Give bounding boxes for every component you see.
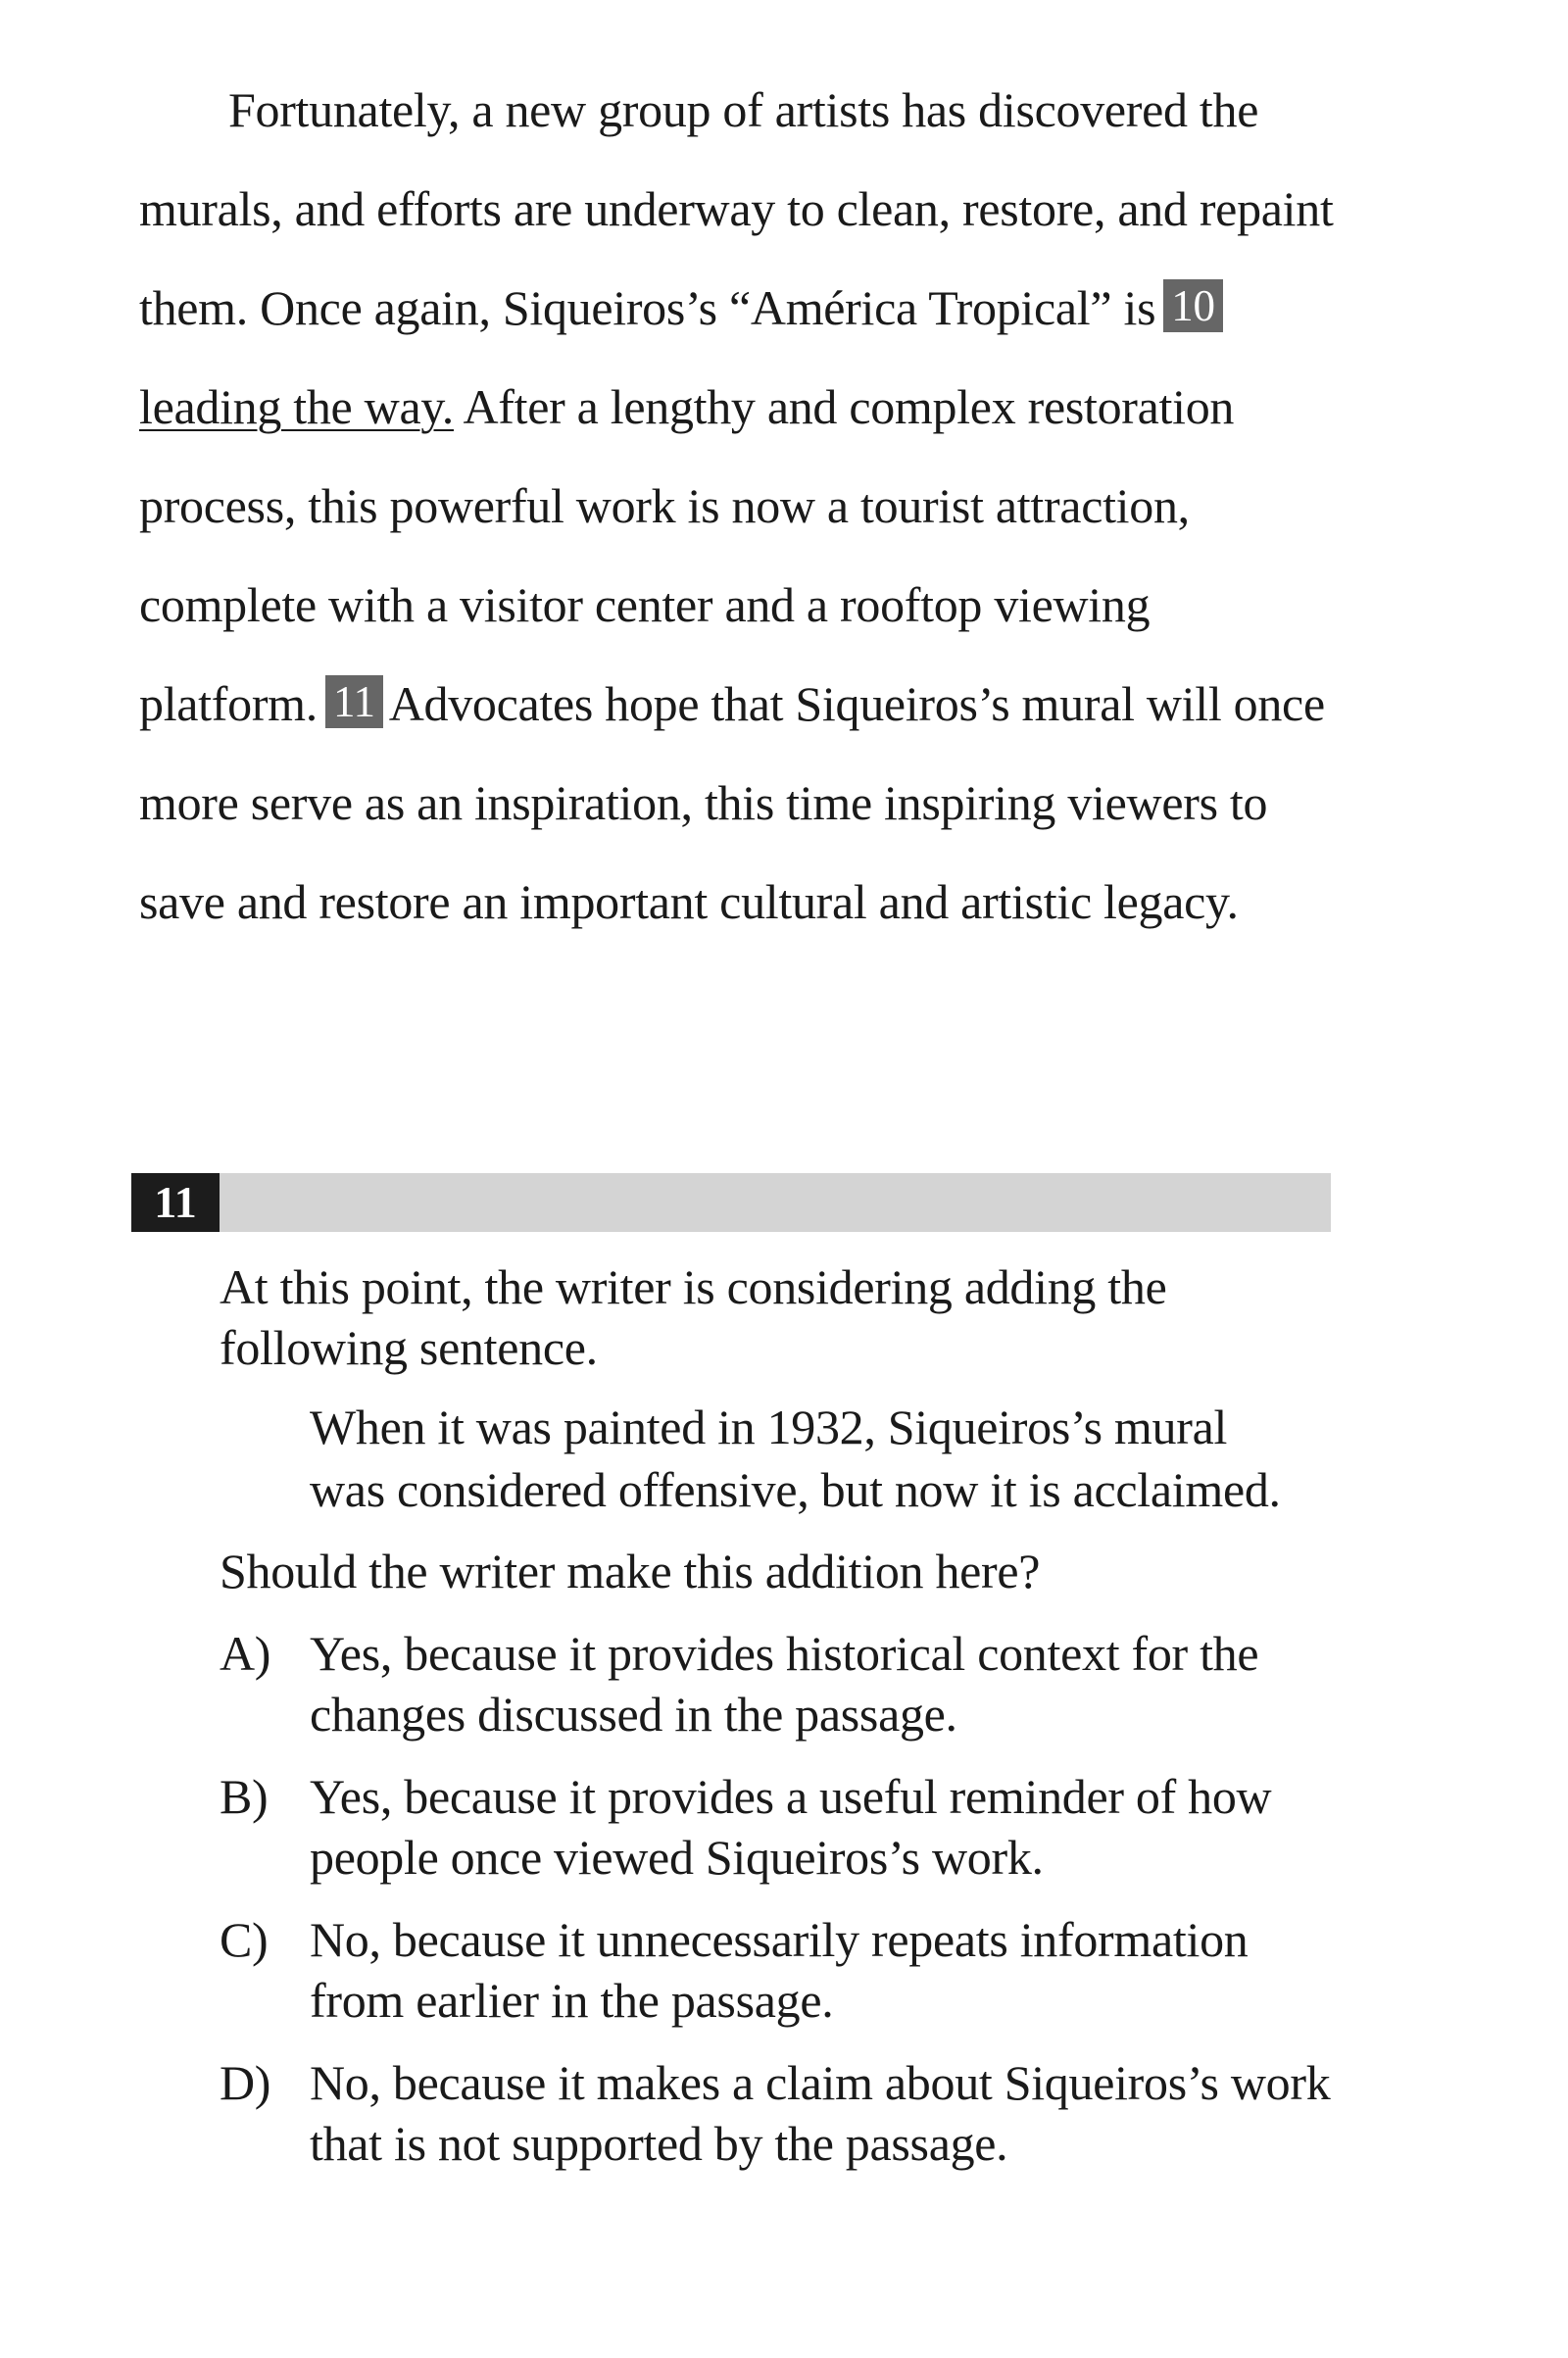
question-stem: At this point, the writer is considering adding the following sentence.: [220, 1259, 1167, 1375]
question-number-badge: 11: [131, 1173, 220, 1232]
question-10-marker[interactable]: 10: [1163, 279, 1222, 332]
answer-choice-b[interactable]: [220, 1766, 1337, 1888]
choice-letter: C): [220, 1912, 269, 1967]
passage-text-after-q10: After a lengthy and complex restoration process, this powerful work is now a tourist attraction, complete with a visitor center and a rooftop viewing platform.: [139, 379, 1235, 731]
question-10-underlined-text: leading the way.: [139, 379, 455, 434]
passage-text-before-q10: Fortunately, a new group of artists has discovered the murals, and efforts are underway to clean, restore, and repaint them. Once again, Siqueiros’s “América Tropical” is: [139, 82, 1334, 335]
question-block: [220, 1256, 1337, 2174]
question-11-marker[interactable]: 11: [325, 675, 383, 728]
choice-text: No, because it makes a claim about Siqueiros’s work that is not supported by the passage.: [310, 2055, 1331, 2171]
choice-letter: D): [220, 2055, 271, 2110]
passage-paragraph: [139, 61, 1335, 952]
proposed-sentence: When it was painted in 1932, Siqueiros’s mural was considered offensive, but now it is acclaimed.: [310, 1400, 1281, 1517]
answer-choice-d[interactable]: [220, 2052, 1337, 2174]
choice-text: Yes, because it provides historical context for the changes discussed in the passage.: [310, 1626, 1259, 1742]
question-header-bar: [131, 1173, 1331, 1232]
answer-choice-c[interactable]: [220, 1909, 1337, 2031]
passage-text-after-q11: Advocates hope that Siqueiros’s mural will once more serve as an inspiration, this time inspiring viewers to save and restore an important cultural and artistic legacy.: [139, 676, 1325, 929]
choice-letter: B): [220, 1769, 269, 1824]
choice-text: Yes, because it provides a useful reminder of how people once viewed Siqueiros’s work.: [310, 1769, 1272, 1885]
answer-choice-a[interactable]: [220, 1623, 1337, 1744]
passage: [139, 61, 1335, 952]
choice-text: No, because it unnecessarily repeats information from earlier in the passage.: [310, 1912, 1249, 2028]
question-prompt: Should the writer make this addition here?: [220, 1544, 1041, 1598]
choice-letter: A): [220, 1626, 271, 1681]
